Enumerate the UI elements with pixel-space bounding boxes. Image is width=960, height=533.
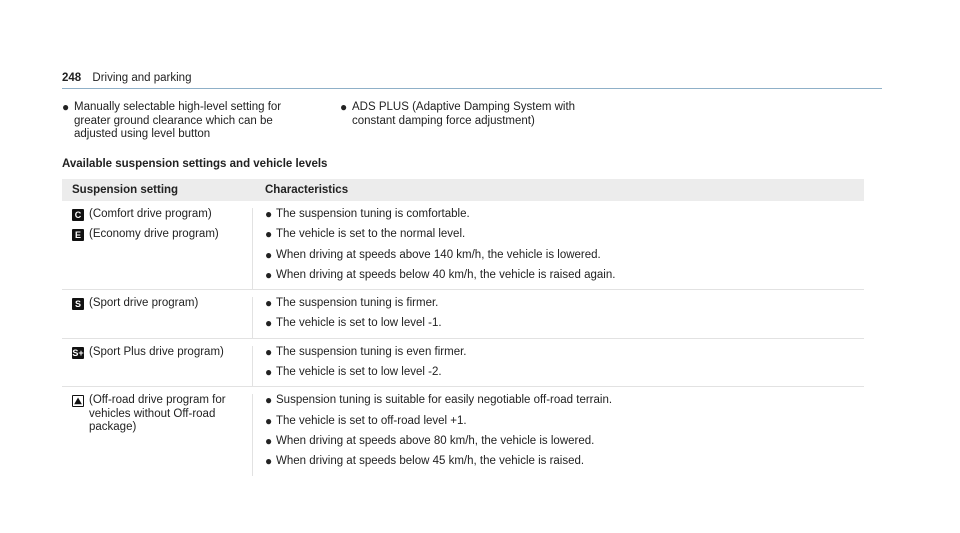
table-row bbox=[62, 290, 864, 339]
suspension-setting-cell bbox=[62, 297, 253, 338]
characteristic-text: The suspension tuning is even firmer. bbox=[276, 345, 467, 358]
sport-plus-mode-icon: S+ bbox=[72, 347, 84, 358]
suspension-table bbox=[62, 179, 864, 476]
mode-entry bbox=[72, 228, 244, 242]
mode-entry bbox=[72, 346, 244, 360]
characteristic-text: The vehicle is set to the normal level. bbox=[276, 228, 466, 241]
characteristic-text: The suspension tuning is comfortable. bbox=[276, 208, 470, 220]
page-number: 248 bbox=[62, 72, 82, 84]
characteristic-text: The suspension tuning is firmer. bbox=[276, 297, 439, 310]
column-header-characteristics: Characteristics bbox=[265, 184, 349, 196]
bullet-icon: ● bbox=[265, 267, 273, 282]
characteristic-item bbox=[265, 228, 864, 242]
bullet-icon: ● bbox=[62, 100, 70, 114]
page-header bbox=[62, 72, 882, 89]
characteristic-item bbox=[265, 394, 864, 408]
characteristic-text: When driving at speeds below 40 km/h, the vehicle is raised again. bbox=[276, 268, 616, 281]
intro-bullet-right bbox=[340, 101, 600, 128]
bullet-icon: ● bbox=[340, 100, 348, 114]
intro-bullet-text: ADS PLUS (Adaptive Damping System with constant damping force adjustment) bbox=[352, 101, 576, 127]
comfort-mode-icon: C bbox=[72, 209, 84, 221]
mode-label: (Sport drive program) bbox=[89, 297, 199, 310]
table-row bbox=[62, 339, 864, 388]
mode-entry bbox=[72, 297, 244, 311]
table-row bbox=[62, 387, 864, 475]
characteristic-text: When driving at speeds below 45 km/h, the vehicle is raised. bbox=[276, 455, 585, 468]
characteristics-cell bbox=[253, 394, 864, 475]
bullet-icon: ● bbox=[265, 296, 273, 311]
mode-entry bbox=[72, 394, 244, 435]
table-title: Available suspension settings and vehicle levels bbox=[62, 158, 328, 170]
characteristics-cell bbox=[253, 297, 864, 338]
characteristic-item bbox=[265, 317, 864, 331]
bullet-icon: ● bbox=[265, 433, 273, 448]
mode-label: (Comfort drive program) bbox=[89, 208, 212, 220]
characteristic-text: The vehicle is set to low level -1. bbox=[276, 317, 442, 330]
bullet-icon: ● bbox=[265, 413, 273, 428]
mode-entry bbox=[72, 208, 244, 222]
bullet-icon: ● bbox=[265, 207, 273, 221]
characteristic-text: The vehicle is set to low level -2. bbox=[276, 366, 442, 379]
column-header-suspension: Suspension setting bbox=[72, 184, 179, 196]
suspension-setting-cell bbox=[62, 394, 253, 475]
characteristic-item bbox=[265, 415, 864, 429]
bullet-icon: ● bbox=[265, 393, 273, 408]
characteristics-cell bbox=[253, 208, 864, 289]
characteristic-text: When driving at speeds above 80 km/h, the vehicle is lowered. bbox=[276, 434, 595, 447]
sport-mode-icon: S bbox=[72, 298, 84, 310]
characteristic-item bbox=[265, 249, 864, 263]
section-title: Driving and parking bbox=[92, 72, 192, 84]
mode-label: (Sport Plus drive program) bbox=[89, 345, 224, 358]
intro-bullet-text: Manually selectable high-level setting for greater ground clearance which can be adjusted using level button bbox=[74, 101, 282, 140]
characteristic-text: The vehicle is set to off-road level +1. bbox=[276, 414, 467, 427]
mode-label: (Economy drive program) bbox=[89, 227, 219, 240]
bullet-icon: ● bbox=[265, 365, 273, 380]
table-body bbox=[62, 201, 864, 476]
table-row bbox=[62, 201, 864, 290]
bullet-icon: ● bbox=[265, 316, 273, 331]
bullet-icon: ● bbox=[265, 247, 273, 262]
bullet-icon: ● bbox=[265, 454, 273, 469]
intro-bullet-left bbox=[62, 101, 302, 142]
suspension-setting-cell bbox=[62, 346, 253, 387]
characteristic-text: When driving at speeds above 140 km/h, the vehicle is lowered. bbox=[276, 248, 601, 261]
off-road-mode-icon: ⛰ bbox=[72, 395, 84, 407]
suspension-setting-cell bbox=[62, 208, 253, 289]
characteristic-item bbox=[265, 269, 864, 283]
characteristic-item bbox=[265, 455, 864, 469]
characteristic-item bbox=[265, 346, 864, 360]
characteristic-item bbox=[265, 435, 864, 449]
characteristic-item bbox=[265, 208, 864, 222]
table-header-row bbox=[62, 179, 864, 201]
characteristics-cell bbox=[253, 346, 864, 387]
characteristic-item bbox=[265, 297, 864, 311]
characteristic-text: Suspension tuning is suitable for easily negotiable off-road terrain. bbox=[276, 394, 613, 407]
mode-label: (Off-road drive program for vehicles without Off-road package) bbox=[89, 394, 226, 434]
bullet-icon: ● bbox=[265, 227, 273, 242]
bullet-icon: ● bbox=[265, 344, 273, 359]
characteristic-item bbox=[265, 366, 864, 380]
economy-mode-icon: E bbox=[72, 229, 84, 241]
